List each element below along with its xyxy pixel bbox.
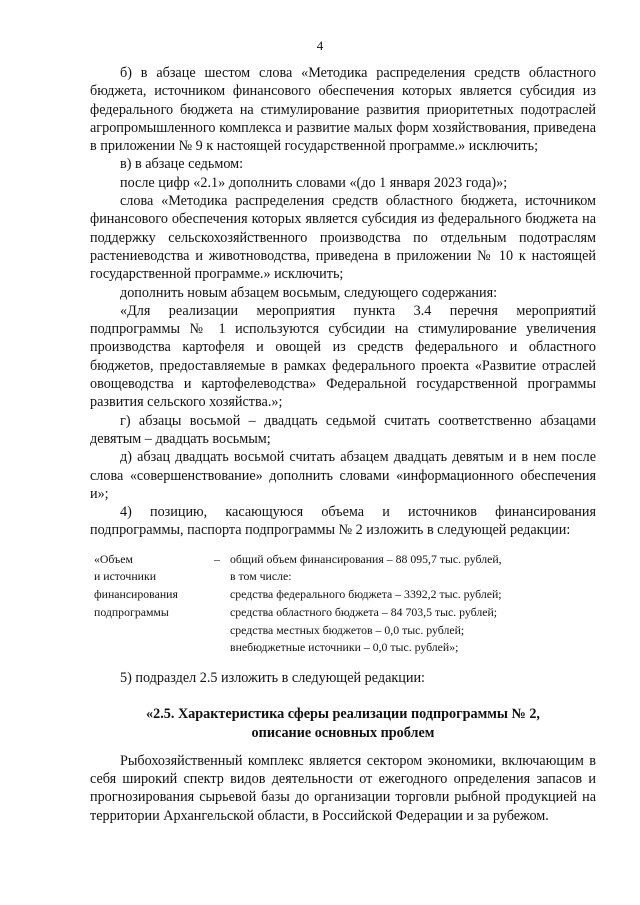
passport-label-line: подпрограммы xyxy=(94,604,169,619)
paragraph-g: г) абзацы восьмой – двадцать седьмой считать соответственно абзацами девятым – двадцать восьмым; xyxy=(90,412,596,447)
paragraph-add-eighth: дополнить новым абзацем восьмым, следующего содержания: xyxy=(120,284,498,301)
passport-label-line: «Объем xyxy=(94,551,133,566)
page-number: 4 xyxy=(316,38,324,53)
heading-line-2: описание основных проблем xyxy=(251,724,435,741)
passport-total: общий объем финансирования – 88 095,7 тыс. рублей, xyxy=(230,551,502,566)
paragraph-v: в) в абзаце седьмом: xyxy=(120,156,244,173)
passport-regional: средства областного бюджета – 84 703,5 тыс. рублей; xyxy=(230,604,498,619)
passport-block xyxy=(90,551,596,657)
paragraph-5: 5) подраздел 2.5 изложить в следующей редакции: xyxy=(120,669,425,686)
paragraph-4: 4) позицию, касающуюся объема и источников финансирования подпрограммы, паспорта подпрограммы № 2 изложить в следующей редакции: xyxy=(90,504,596,539)
passport-extrabudgetary: внебюджетные источники – 0,0 тыс. рублей»; xyxy=(230,640,459,655)
passport-federal: средства федерального бюджета – 3392,2 тыс. рублей; xyxy=(230,587,502,602)
passport-dash: – xyxy=(214,551,220,566)
passport-label xyxy=(90,551,204,657)
document-body xyxy=(90,64,596,825)
passport-including: в том числе: xyxy=(230,569,292,584)
passport-label-line: финансирования xyxy=(94,587,178,602)
paragraph-fishery: Рыбохозяйственный комплекс является сектором экономики, включающим в себя широкий спектр видов деятельности от ежегодного определения запасов и прогнозирования сырьевой базы до организации торговли рыбной продукцией на территории Архангельской области, в Российской Федерации и за рубежом. xyxy=(90,752,596,824)
passport-label-line: и источники xyxy=(94,569,157,584)
section-heading xyxy=(90,705,596,742)
paragraph-after-digits: после цифр «2.1» дополнить словами «(до 1 января 2023 года)»; xyxy=(120,174,508,191)
passport-values xyxy=(230,551,596,657)
passport-local: средства местных бюджетов – 0,0 тыс. рублей; xyxy=(230,622,465,637)
paragraph-d: д) абзац двадцать восьмой считать абзацем двадцать девятым и в нем после слова «совершенствование» дополнить словами «информационного обеспечения и»; xyxy=(90,449,596,502)
paragraph-quote-implementation: «Для реализации мероприятия пункта 3.4 перечня мероприятий подпрограммы № 1 используются субсидии на стимулирование увеличения производства картофеля и овощей из средств федерального и областного бюджетов, предоставляемые в рамках федерального проекта «Развитие отраслей овощеводства и картофелеводства» Федеральной государственной программы развития сельского хозяйства.»; xyxy=(90,302,596,411)
paragraph-b: б) в абзаце шестом слова «Методика распределения средств областного бюджета, источником финансового обеспечения которых является субсидия из федерального бюджета на стимулирование развития приоритетных подотраслей агропромышленного комплекса и развитие малых форм хозяйствования, приведена в приложении № 9 к настоящей государственной программе.» исключить; xyxy=(90,65,596,155)
paragraph-words-methodology: слова «Методика распределения средств областного бюджета, источником финансового обеспечения которых является субсидия из федерального бюджета на поддержку сельскохозяйственного производства по отдельным подотраслям растениеводства и животноводства, приведена в приложении № 10 к настоящей государственной программе.» исключить; xyxy=(90,193,596,283)
heading-line-1: «2.5. Характеристика сферы реализации подпрограммы № 2, xyxy=(146,706,540,723)
